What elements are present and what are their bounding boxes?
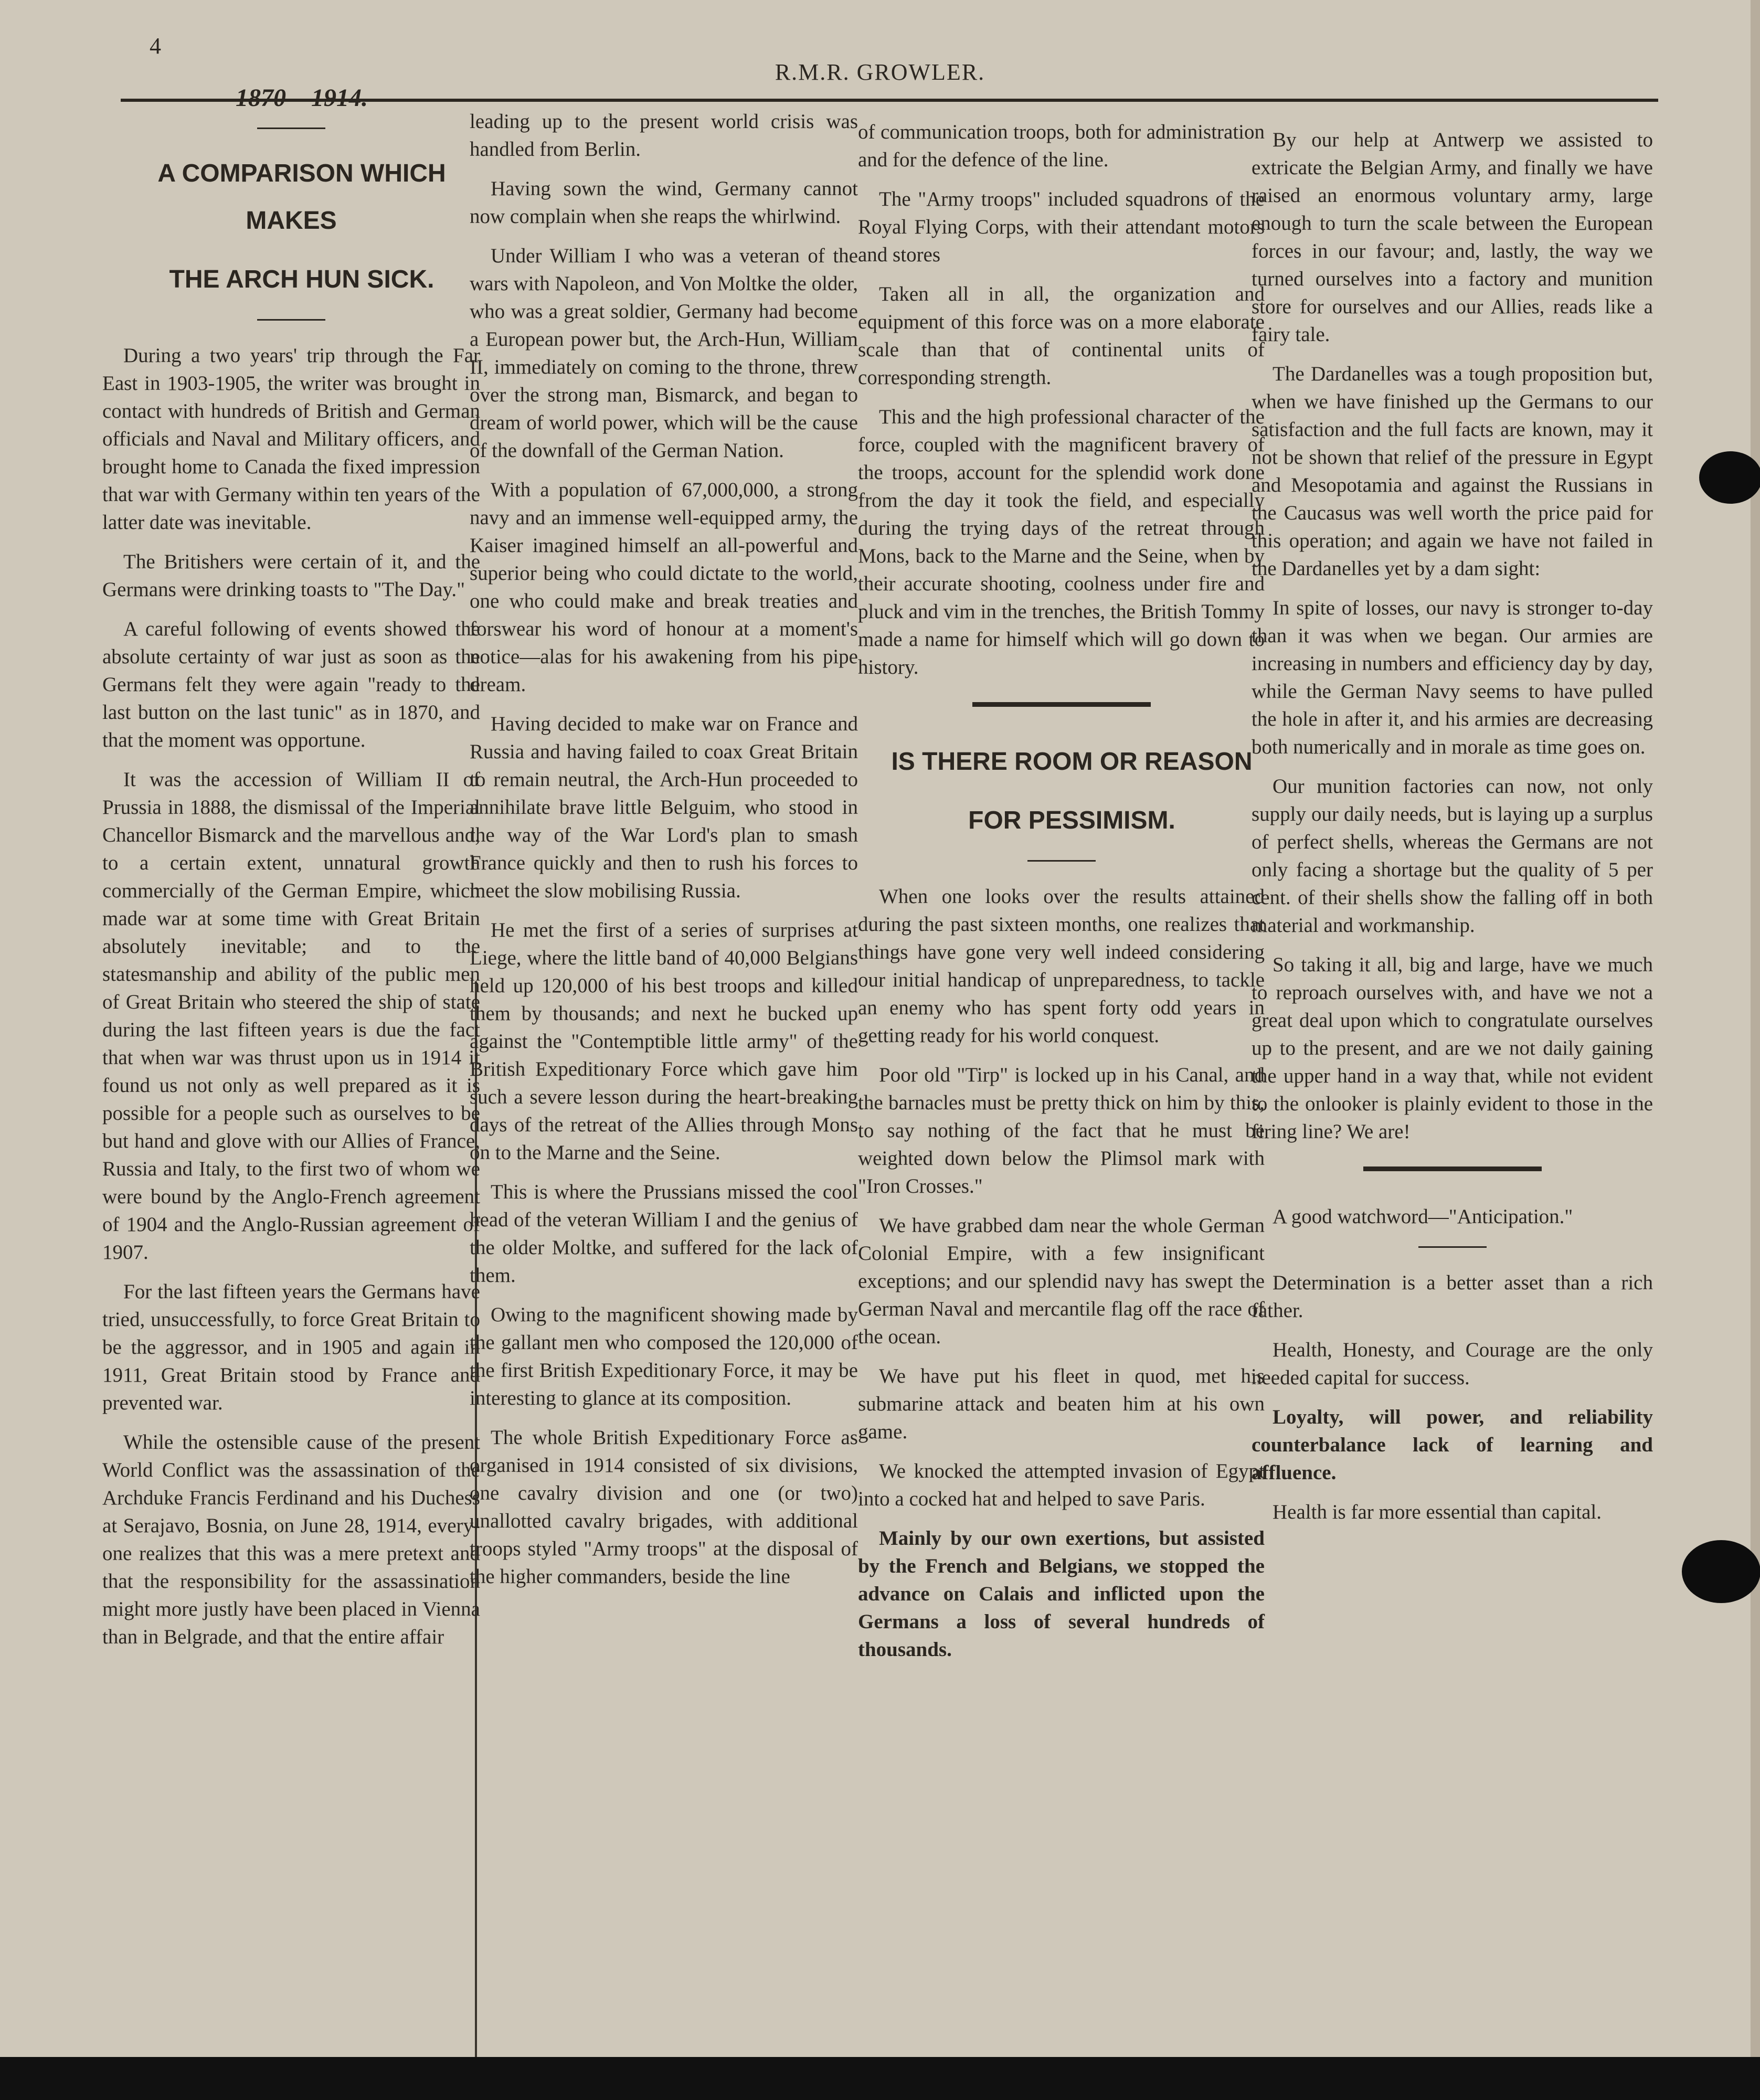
article-paragraph: The Britishers were certain of it, and the Germans were drinking toasts to "The Day." [102, 550, 480, 601]
article-paragraph: We knocked the attempted invasion of Egypt into a cocked hat and helped to save Paris. [858, 1460, 1265, 1510]
article-paragraph: While the ostensible cause of the present World Conflict was the assassination of the Archduke Francis Ferdinand and his Duchess at Serajavo, Bosnia, on June 28, 1914, every-one realizes that this was a mere pretext and that the responsibility for the assassination might more justly have been placed in Vienna than in Belgrade, and that the entire affair [102, 1431, 480, 1648]
filler-paragraph: Determination is a better asset than a rich father. [1252, 1271, 1653, 1322]
section-divider-rule [1363, 1166, 1542, 1171]
article-paragraph: Owing to the magnificent showing made by the gallant men who composed the 120,000 of the first British Expeditionary Force, it may be interesting to glance at its composition. [470, 1303, 858, 1409]
section-divider-rule [972, 702, 1151, 707]
article-paragraph: The "Army troops" included squadrons of the Royal Flying Corps, with their attendant motors and stores [858, 188, 1265, 266]
paper-tear-hole [1699, 451, 1760, 504]
column-4 [1252, 126, 1653, 1537]
filler-paragraph: Loyalty, will power, and reliability counterbalance lack of learning and affluence. [1252, 1406, 1653, 1484]
filler-paragraph: Health, Honesty, and Courage are the only needed capital for success. [1252, 1339, 1653, 1389]
filler-paragraph: Health is far more essential than capital. [1273, 1501, 1602, 1523]
article-paragraph: Under William I who was a veteran of the wars with Napoleon, and Von Moltke the older, who was a great soldier, Germany had become a European power but, the Arch-Hun, William II, immediately on coming to the throne, threw over the strong man, Bismarck, and began to dream of world power, which will be the cause of the downfall of the German Nation. [470, 245, 858, 462]
article-paragraph: During a two years' trip through the Far East in 1903-1905, the writer was brought in contact with hundreds of British and German officials and Naval and Military officers, and brought home to Canada the fixed impression that war with Germany within ten years of the latter date was inevitable. [102, 344, 480, 534]
article-paragraph: By our help at Antwerp we assisted to extricate the Belgian Army, and finally we have raised an enormous voluntary army, large enough to turn the scale between the European forces in our favour; and, lastly, the way we turned ourselves into a factory and munition store for ourselves and our Allies, reads like a fairy tale. [1252, 129, 1653, 346]
article-heading: FOR PESSIMISM. [968, 807, 1175, 834]
paper-tear-hole [1682, 1540, 1760, 1603]
article-paragraph: Taken all in all, the organization and equipment of this force was on a more elaborate scale than that of continental units of corresponding strength. [858, 283, 1265, 389]
article-paragraph: We have grabbed dam near the whole German Colonial Empire, with a few insignificant exceptions; and our splendid navy has swept the German Naval and mercantile flag off the race of the ocean. [858, 1214, 1265, 1348]
article-paragraph: With a population of 67,000,000, a strong navy and an immense well-equipped army, the Kaiser imagined himself an all-powerful and superior being who could dictate to the world, one who could make and break treaties and forswear his word of honour at a moment's notice—alas for his awakening from his pipe dream. [470, 479, 858, 696]
column-2 [470, 108, 858, 1602]
article-heading: A COMPARISON WHICH MAKES [157, 160, 446, 235]
article-paragraph: This and the high professional character of the force, coupled with the magnificent bravery of the troops, account for the splendid work done from the day it took the field, and especially during the trying days of the retreat through Mons, back to the Marne and the Seine, when by their accurate shooting, coolness under fire and pluck and vim in the trenches, the British Tommy made a name for himself which will go down to history. [858, 406, 1265, 678]
article-heading: IS THERE ROOM OR REASON [891, 748, 1253, 776]
article-paragraph: The whole British Expeditionary Force as organised in 1914 consisted of six divisions, one cavalry division and one (or two) unallotted cavalry brigades, with additional troops styled "Army troops" at the disposal of the higher commanders, beside the line [470, 1426, 858, 1588]
column-1 [102, 84, 480, 1662]
article-paragraph: Our munition factories can now, not only supply our daily needs, but is laying up a surplus of perfect shells, whereas the Germans are not only facing a shortage but the quality of 5 per cent. of their shells show the falling off in both material and workmanship. [1252, 775, 1653, 937]
article-paragraph: Having sown the wind, Germany cannot now complain when she reaps the whirlwind. [470, 177, 858, 228]
divider-rule [257, 128, 325, 129]
filler-paragraph: A good watchword—"Anticipation." [1273, 1205, 1573, 1228]
article-paragraph: of communication troops, both for administration and for the defence of the line. [858, 121, 1265, 171]
scan-background-strip [0, 2057, 1760, 2100]
divider-rule [1418, 1246, 1487, 1248]
article-paragraph: It was the accession of William II of Prussia in 1888, the dismissal of the Imperial Chancellor Bismarck and the marvellous and, to a certain extent, unnatural growth commercially of the German Empire, which made war at some time with Great Britain absolutely inevitable; and to the statesmanship and ability of the public men of Great Britain who steered the ship of state during the last fifteen years is due the fact that when war was thrust upon us in 1914 it found us not only as well prepared as it is possible for a people such as ourselves to be but hand and glove with our Allies of France, Russia and Italy, to the first two of whom we were bound by the Anglo-French agreement of 1904 and the Anglo-Russian agreement of 1907. [102, 768, 480, 1264]
article-paragraph: This is where the Prussians missed the cool head of the veteran William I and the genius of the older Moltke, and suffered for the lack of them. [470, 1181, 858, 1287]
masthead: R.M.R. GROWLER. [775, 59, 985, 85]
article-paragraph: We have put his fleet in quod, met his submarine attack and beaten him at his own game. [858, 1365, 1265, 1443]
article-paragraph: The Dardanelles was a tough proposition but, when we have finished up the Germans to our satisfaction and the full facts are known, may it not be shown that relief of the pressure in Egypt and Mesopotamia and against the Russians in the Caucasus was well worth the price paid for this operation; and again we have not failed in the Dardanelles yet by a dam sight: [1252, 363, 1653, 580]
article-paragraph: A careful following of events showed the absolute certainty of war just as soon as the Germans felt they were again "ready to the last button on the last tunic" as in 1870, and that the moment was opportune. [102, 618, 480, 751]
article-paragraph: Poor old "Tirp" is locked up in his Canal, and the barnacles must be pretty thick on him by this, to say nothing of the fact that he must be weighted down below the Plimsol mark with "Iron Crosses." [858, 1064, 1265, 1197]
divider-rule [257, 319, 325, 321]
page-number: 4 [150, 33, 161, 59]
article-paragraph: leading up to the present world crisis was handled from Berlin. [470, 110, 858, 161]
article-date-heading: 1870—1914. [236, 84, 368, 112]
column-3 [858, 118, 1265, 1675]
divider-rule [1027, 860, 1096, 862]
article-heading: THE ARCH HUN SICK. [169, 266, 434, 293]
article-paragraph: So taking it all, big and large, have we much to reproach ourselves with, and have we not a great deal upon which to congratulate ourselves up to the present, and are we not daily gaining the upper hand in a way that, while not evident to the onlooker is plainly evident to those in the firing line? We are! [1252, 953, 1653, 1143]
article-paragraph: For the last fifteen years the Germans have tried, unsuccessfully, to force Great Britain to be the aggressor, and in 1905 and again in 1911, Great Britain stood by France and prevented war. [102, 1280, 480, 1414]
article-paragraph: He met the first of a series of surprises at Liege, where the little band of 40,000 Belgians held up 120,000 of his best troops and killed them by thousands; and next he bucked up against the "Contemptible little army" of the British Expeditionary Force which gave him such a severe lesson during the heart-breaking days of the retreat of the Allies through Mons on to the Marne and the Seine. [470, 919, 858, 1164]
article-paragraph: Having decided to make war on France and Russia and having failed to coax Great Britain to remain neutral, the Arch-Hun proceeded to annihilate brave little Belguim, who stood in the way of the War Lord's plan to smash France quickly and then to rush his forces to meet the slow mobilising Russia. [470, 713, 858, 902]
article-paragraph: Mainly by our own exertions, but assisted by the French and Belgians, we stopped the advance on Calais and inflicted upon the Germans a loss of several hundreds of thousands. [858, 1527, 1265, 1661]
page-edge-shadow [1751, 0, 1760, 2057]
article-paragraph: In spite of losses, our navy is stronger to-day than it was when we began. Our armies are increasing in numbers and efficiency day by day, while the German Navy seems to have pulled the hole in after it, and his armies are decreasing both numerically and in morale as time goes on. [1252, 597, 1653, 758]
article-paragraph: When one looks over the results attained during the past sixteen months, one realizes that things have gone very well indeed considering our initial handicap of unpreparedness, to tackle an enemy who has spent forty odd years in getting ready for his world conquest. [858, 885, 1265, 1047]
